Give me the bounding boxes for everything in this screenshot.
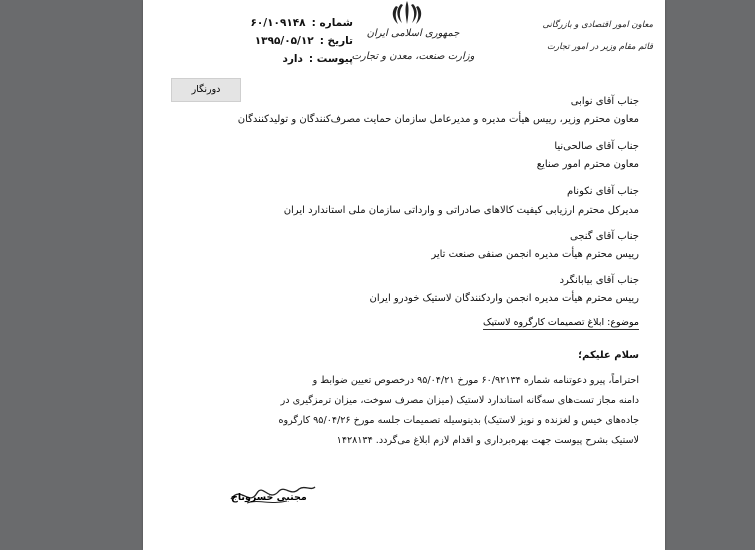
republic-title: جمهوری اسلامی ایران: [366, 28, 460, 39]
number-value: ۶۰/۱۰۹۱۴۸: [250, 17, 306, 29]
attachment-value: دارد: [282, 53, 303, 65]
recipient-2-desc: معاون محترم امور صنایع: [536, 159, 639, 170]
date-value: ۱۳۹۵/۰۵/۱۲: [254, 35, 314, 47]
letter-subject: موضوع: ابلاغ تصمیمات کارگروه لاستیک: [482, 317, 639, 328]
attachment-label: پیوست :: [308, 53, 353, 65]
recipient-5-title: جناب آقای بیابانگرد: [559, 275, 639, 286]
recipient-5-desc: رییس محترم هیأت مدیره انجمن واردکنندگان لاستیک خودرو ایران: [369, 293, 639, 304]
fax-stamp: دورنگار: [171, 78, 241, 102]
iran-emblem-icon: [388, 0, 426, 26]
recipient-3-desc: مدیرکل محترم ارزیابی کیفیت کالاهای صادراتی و وارداتی سازمان ملی استاندارد ایران: [283, 205, 639, 216]
recipient-4-title: جناب آقای گنجی: [569, 231, 639, 242]
right-background: [665, 0, 755, 550]
signer-name: مجتبی خسروتاج: [231, 492, 307, 503]
date-row: [183, 32, 353, 50]
letter-page: [143, 0, 665, 550]
letter-body: [169, 371, 639, 451]
body-line-4: لاستیک بشرح پیوست جهت بهره‌برداری و اقدام لازم ابلاغ می‌گردد. ۱۴۲۸۱۳۴: [336, 435, 639, 446]
recipient-1-title: جناب آقای نوابی: [570, 96, 639, 107]
deputy-title: معاون امور اقتصادی و بازرگانی: [542, 20, 653, 30]
number-row: [183, 14, 353, 32]
greeting: سلام علیکم؛: [578, 350, 639, 361]
letter-meta: [183, 14, 353, 68]
attachment-row: [183, 50, 353, 68]
date-label: تاریخ :: [319, 35, 353, 47]
body-line-3: جاده‌های خیس و لغزنده و نویز لاستیک) بدینوسیله تصمیمات جلسه مورخ ۹۵/۰۴/۲۶ کارگروه: [278, 415, 639, 426]
recipient-3-title: جناب آقای نکونام: [567, 186, 639, 197]
deputy-subtitle: قائم مقام وزیر در امور تجارت: [546, 42, 653, 52]
recipient-2-title: جناب آقای صالحی‌نیا: [554, 141, 639, 152]
body-line-2: دامنه مجاز تست‌های سه‌گانه استاندارد لاستیک (میزان مصرف سوخت، میزان ترمزگیری در: [280, 395, 639, 406]
recipient-4-desc: رییس محترم هیأت مدیره انجمن صنفی صنعت تایر: [431, 249, 639, 260]
left-background: [0, 0, 143, 550]
ministry-title: وزارت صنعت، معدن و تجارت: [351, 51, 475, 62]
center-header: [343, 28, 483, 62]
body-line-1: احتراماً، پیرو دعوتنامه شماره ۶۰/۹۲۱۳۴ مورخ ۹۵/۰۴/۲۱ درخصوص تعیین ضوابط و: [312, 375, 639, 386]
recipient-1-desc: معاون محترم وزیر، رییس هیأت مدیره و مدیرعامل سازمان حمایت مصرف‌کنندگان و تولیدکنندگان: [237, 114, 639, 125]
number-label: شماره :: [311, 17, 353, 29]
right-header: [513, 20, 653, 52]
